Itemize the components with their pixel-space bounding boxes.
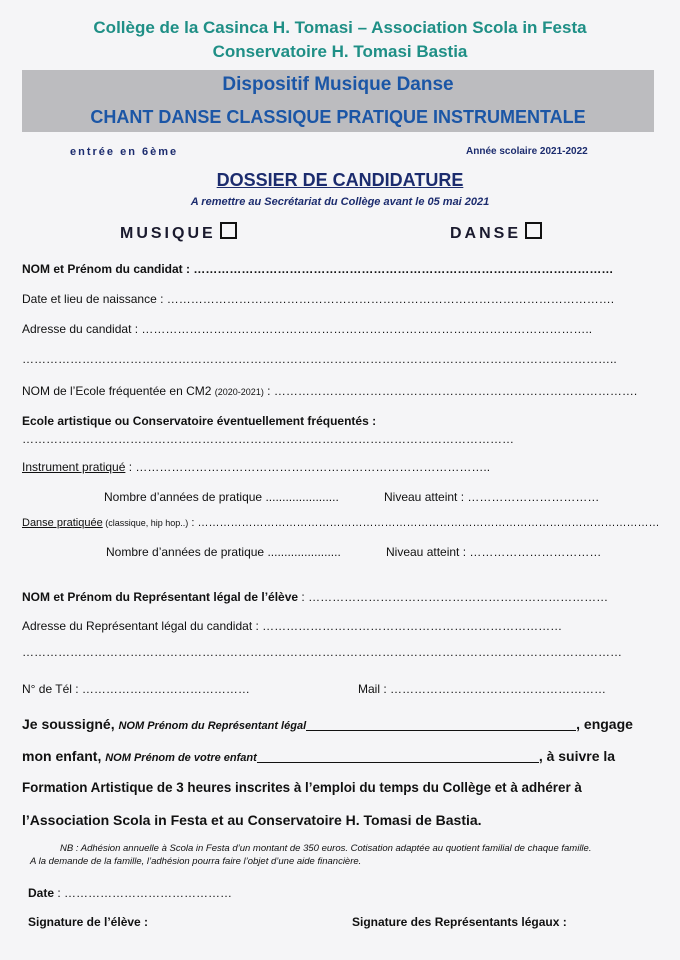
- band-title: Dispositif Musique Danse: [222, 74, 454, 95]
- field-instrument[interactable]: [22, 460, 490, 474]
- representant-label: NOM et Prénom du Représentant légal de l’élève: [22, 590, 299, 604]
- instrument-dots: : ……………………………………………………………………………..: [125, 460, 491, 474]
- date-dots: : ……………………………………: [54, 886, 233, 900]
- blank-enfant[interactable]: [257, 748, 539, 763]
- field-tel[interactable]: N° de Tél : ……………………………………: [22, 682, 250, 696]
- header-line-1: Collège de la Casinca H. Tomasi – Association Scola in Festa: [93, 18, 587, 37]
- danse-label: Danse pratiquée: [22, 517, 103, 529]
- instrument-label: Instrument pratiqué: [22, 460, 126, 474]
- note-line-2: A la demande de la famille, l’adhésion pourra faire l’objet d’une aide financière.: [30, 856, 362, 867]
- engagement-p2-italic: NOM Prénom de votre enfant: [105, 752, 257, 764]
- field-date[interactable]: [28, 886, 232, 900]
- field-artistique[interactable]: ……………………………………………………………………………………………………………: [22, 432, 514, 446]
- field-mail[interactable]: Mail : ………………………………………………: [358, 682, 607, 696]
- field-artistique-label: Ecole artistique ou Conservatoire éventuellement fréquentés :: [22, 414, 377, 428]
- engagement-p2-end: , à suivre la: [538, 748, 616, 764]
- ecole-dots: : ……………………………………………………………………………….: [263, 384, 638, 398]
- engagement-line-3: Formation Artistique de 3 heures inscrites à l’emploi du temps du Collège et à adhérer à: [22, 780, 582, 795]
- note-line-1: NB : Adhésion annuelle à Scola in Festa d’un montant de 350 euros. Cotisation adaptée au quotient familial de chaque famille.: [60, 843, 592, 854]
- level-label: entrée en 6ème: [70, 146, 179, 158]
- date-label: Date: [28, 886, 55, 900]
- school-year: Année scolaire 2021-2022: [466, 146, 588, 157]
- dossier-title: DOSSIER DE CANDIDATURE: [216, 170, 464, 190]
- blank-representant[interactable]: [306, 716, 576, 731]
- engagement-p1-italic: NOM Prénom du Représentant légal: [118, 720, 307, 732]
- checkbox-danse[interactable]: [525, 222, 542, 239]
- signature-representants[interactable]: Signature des Représentants légaux :: [352, 915, 567, 929]
- engagement-line-4: l’Association Scola in Festa et au Conservatoire H. Tomasi de Bastia.: [22, 812, 482, 828]
- header-line-2: Conservatoire H. Tomasi Bastia: [212, 42, 468, 61]
- field-adresse-2[interactable]: …………………………………………………………………………………………………………………………………..: [22, 352, 617, 366]
- choice-danse-label: DANSE: [450, 225, 522, 242]
- choice-musique[interactable]: [120, 222, 237, 243]
- signature-eleve[interactable]: Signature de l’élève :: [28, 915, 149, 929]
- choice-danse[interactable]: [450, 222, 542, 243]
- engagement-line-1: [22, 714, 658, 736]
- representant-dots: : …………………………………………………………………: [298, 590, 609, 604]
- field-instrument-niveau[interactable]: Niveau atteint : ……………………………: [384, 490, 600, 504]
- engagement-p1-end: , engage: [576, 716, 633, 732]
- danse-types: (classique, hip hop..): [102, 518, 189, 528]
- choice-musique-label: MUSIQUE: [120, 225, 216, 242]
- field-danse-annees[interactable]: Nombre d’années de pratique ......................: [106, 545, 341, 559]
- field-danse-niveau[interactable]: Niveau atteint : ……………………………: [386, 545, 602, 559]
- dossier-deadline: A remettre au Secrétariat du Collège avant le 05 mai 2021: [190, 196, 490, 208]
- engagement-line-2: [22, 746, 658, 768]
- field-representant[interactable]: [22, 590, 608, 604]
- field-naissance[interactable]: Date et lieu de naissance : ………………………………………………………………………………………………….: [22, 292, 615, 306]
- danse-dots: : ………………………………………………………………………………………………………………: [188, 517, 660, 529]
- engagement-p1: Je soussigné,: [22, 716, 115, 732]
- field-adresse-representant-2[interactable]: ……………………………………………………………………………………………………………………………………: [22, 645, 622, 659]
- field-danse[interactable]: [22, 517, 659, 529]
- field-adresse[interactable]: Adresse du candidat : …………………………………………………………………………………………………..: [22, 322, 593, 336]
- band-subtitle: CHANT DANSE CLASSIQUE PRATIQUE INSTRUMENTALE: [90, 107, 586, 127]
- ecole-label: NOM de l’Ecole fréquentée en CM2: [22, 384, 212, 398]
- ecole-year: (2020-2021): [214, 387, 264, 397]
- field-ecole-cm2[interactable]: [22, 384, 637, 398]
- checkbox-musique[interactable]: [220, 222, 237, 239]
- engagement-p2: mon enfant,: [22, 748, 102, 764]
- field-instrument-annees[interactable]: Nombre d’années de pratique ......................: [104, 490, 339, 504]
- field-adresse-representant[interactable]: Adresse du Représentant légal du candidat : …………………………………………………………………: [22, 619, 563, 633]
- field-nom-candidat[interactable]: NOM et Prénom du candidat : ……………………………………………………………………………………………: [22, 262, 614, 276]
